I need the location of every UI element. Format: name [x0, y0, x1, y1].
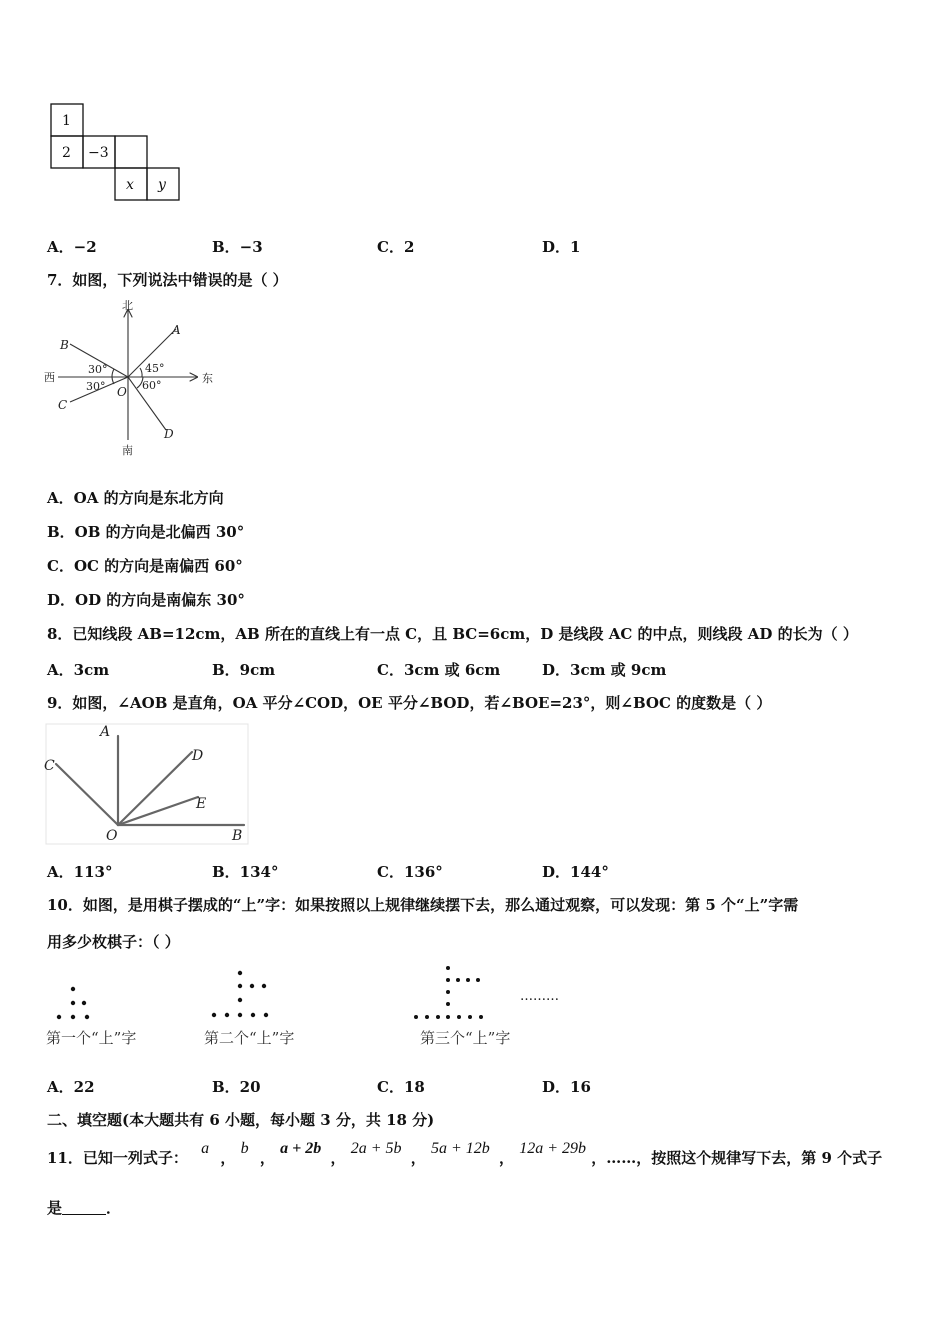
q8-option-b[interactable]: B．9cm	[212, 661, 276, 679]
q8-option-d[interactable]: D．3cm 或 9cm	[542, 661, 667, 679]
q8-stem: 8．已知线段 AB=12cm，AB 所在的直线上有一点 C，且 BC=6cm，D 是线段 AC 的中点，则线段 AD 的长为（ ）	[47, 625, 858, 643]
label-south: 南	[122, 444, 133, 457]
q6-option-b[interactable]: B．−3	[212, 238, 263, 256]
label-b: B	[232, 828, 243, 844]
caption-first: 第一个“上”字	[46, 1029, 137, 1047]
q7-option-d[interactable]: D．OD 的方向是南偏东 30°	[47, 591, 245, 609]
q7-option-c[interactable]: C．OC 的方向是南偏西 60°	[47, 557, 243, 575]
compass-direction-figure	[42, 298, 222, 458]
net-label-1: 1	[62, 113, 71, 129]
q10-option-a[interactable]: A．22	[47, 1078, 95, 1096]
angle-label-ao-45: 45°	[145, 362, 165, 375]
q11-term-4: 2a + 5b	[350, 1140, 402, 1157]
q10-option-d[interactable]: D．16	[542, 1078, 591, 1096]
label-c: C	[44, 758, 55, 774]
q9-option-b[interactable]: B．134°	[212, 863, 279, 881]
label-e: E	[196, 796, 207, 812]
ray-oc	[56, 764, 118, 825]
label-c: C	[58, 398, 68, 412]
q10-option-b[interactable]: B．20	[212, 1078, 261, 1096]
q6-option-a[interactable]: A．−2	[47, 238, 97, 256]
ray-od	[118, 752, 192, 825]
q6-option-d[interactable]: D．1	[542, 238, 581, 256]
net-label-2: 2	[62, 145, 71, 161]
pattern-3-dots	[414, 966, 483, 1019]
q7-stem: 7．如图，下列说法中错误的是（ ）	[47, 271, 288, 289]
q6-option-c[interactable]: C．2	[377, 238, 415, 256]
q9-option-d[interactable]: D．144°	[542, 863, 609, 881]
angle-label-co-30: 30°	[86, 380, 106, 393]
label-north: 北	[122, 299, 133, 312]
q11-term-2: b	[240, 1140, 249, 1157]
q9-option-a[interactable]: A．113°	[47, 863, 113, 881]
q9-stem: 9．如图，∠AOB 是直角，OA 平分∠COD，OE 平分∠BOD，若∠BOE=23°，则∠BOC 的度数是（ ）	[47, 694, 772, 712]
label-d: D	[192, 748, 204, 764]
q8-option-c[interactable]: C．3cm 或 6cm	[377, 661, 501, 679]
section-fill-blank-title: 二、填空题(本大题共有 6 小题，每小题 3 分，共 18 分)	[47, 1111, 435, 1129]
pattern-1-dots	[57, 987, 89, 1019]
q11-term-3: a + 2b	[280, 1140, 322, 1157]
q11-term-1: a	[201, 1140, 210, 1157]
q7-option-b[interactable]: B．OB 的方向是北偏西 30°	[47, 523, 245, 541]
caption-third: 第三个“上”字	[420, 1029, 511, 1047]
label-b: B	[60, 338, 69, 352]
net-cell-blank	[115, 136, 147, 168]
angle-bisector-figure	[42, 722, 250, 846]
q11-line1: 11．已知一列式子： a ， b ， a + 2b ， 2a + 5b ， 5a + 12b ， 12a + 29b ，……，按照这个规律写下去，第 9 个式子	[47, 1140, 883, 1167]
q7-option-a[interactable]: A．OA 的方向是东北方向	[47, 489, 224, 507]
label-west: 西	[44, 371, 55, 384]
q11-term-6: 12a + 29b	[519, 1140, 587, 1157]
net-label-x: x	[126, 177, 134, 193]
q11-line2-suffix: ．	[106, 1199, 122, 1217]
q10-stem-line2: 用多少枚棋子：（ ）	[47, 933, 180, 951]
label-o: O	[117, 385, 127, 399]
angle-label-do-60: 60°	[142, 379, 162, 392]
q11-term-5: 5a + 12b	[430, 1140, 490, 1157]
q10-stem-line1: 10．如图，是用棋子摆成的“上”字：如果按照以上规律继续摆下去，那么通过观察，可以发现：第 5 个“上”字需	[47, 896, 799, 914]
q8-option-a[interactable]: A．3cm	[47, 661, 110, 679]
label-a: A	[100, 724, 111, 740]
net-label-minus3: −3	[88, 145, 109, 161]
label-east: 东	[202, 372, 213, 385]
pattern-2-dots	[212, 971, 268, 1017]
net-label-y: y	[158, 177, 166, 193]
cube-net-figure	[50, 102, 180, 202]
angle-label-bo-30: 30°	[88, 363, 108, 376]
q9-option-c[interactable]: C．136°	[377, 863, 443, 881]
label-o: O	[106, 828, 118, 844]
q11-answer-blank[interactable]	[62, 1200, 106, 1215]
chess-piece-pattern-figure	[42, 962, 572, 1052]
label-d: D	[164, 427, 174, 441]
pattern-ellipsis: ………	[520, 989, 559, 1004]
caption-second: 第二个“上”字	[204, 1029, 295, 1047]
q10-option-c[interactable]: C．18	[377, 1078, 425, 1096]
q11-prefix: 11．已知一列式子：	[47, 1149, 188, 1167]
q11-line2	[47, 1198, 121, 1218]
ray-oe	[118, 797, 198, 825]
q11-line2-prefix: 是	[47, 1199, 63, 1217]
label-a: A	[172, 323, 181, 337]
q11-suffix: ，……，按照这个规律写下去，第 9 个式子	[591, 1149, 883, 1167]
